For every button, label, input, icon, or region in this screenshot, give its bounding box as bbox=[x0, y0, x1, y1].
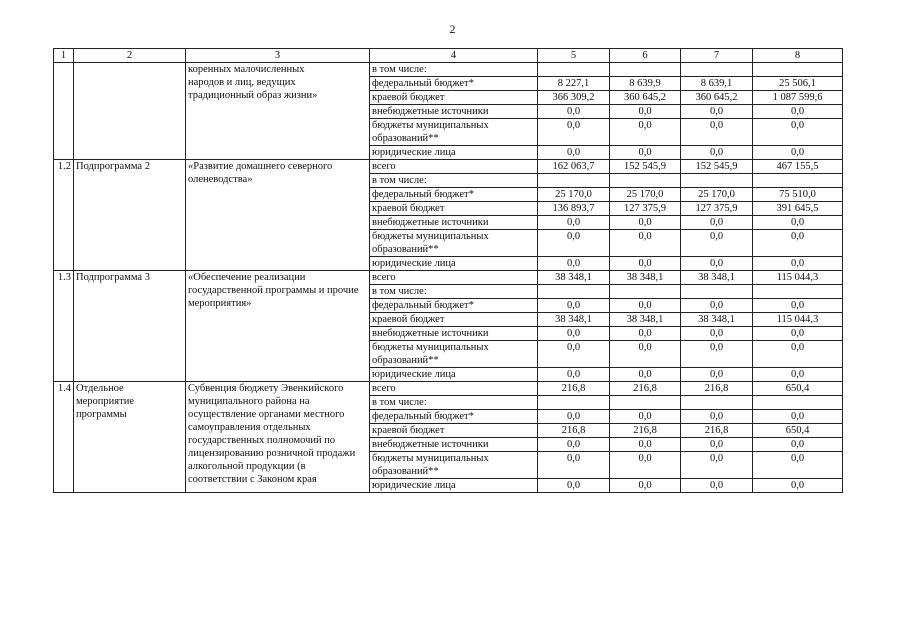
amount-cell bbox=[610, 285, 681, 299]
amount-cell: 0,0 bbox=[610, 368, 681, 382]
amount-cell bbox=[753, 396, 843, 410]
amount-cell: 0,0 bbox=[610, 341, 681, 368]
source-label: краевой бюджет bbox=[370, 202, 538, 216]
source-label: юридические лица bbox=[370, 146, 538, 160]
amount-cell: 0,0 bbox=[753, 410, 843, 424]
source-label: бюджеты муниципальных образований** bbox=[370, 230, 538, 257]
title-line: традиционный образ жизни» bbox=[188, 90, 318, 101]
header-row bbox=[54, 49, 843, 63]
header-cell: 2 bbox=[74, 49, 186, 63]
header-cell: 1 bbox=[54, 49, 74, 63]
amount-cell: 0,0 bbox=[753, 299, 843, 313]
amount-cell: 0,0 bbox=[681, 299, 753, 313]
amount-cell: 0,0 bbox=[610, 216, 681, 230]
amount-cell: 0,0 bbox=[538, 230, 610, 257]
amount-cell: 0,0 bbox=[610, 410, 681, 424]
amount-cell: 38 348,1 bbox=[681, 313, 753, 327]
program-status: Подпрограмма 2 bbox=[74, 160, 186, 271]
amount-cell: 0,0 bbox=[538, 299, 610, 313]
amount-cell: 25 170,0 bbox=[681, 188, 753, 202]
amount-cell: 0,0 bbox=[681, 341, 753, 368]
amount-cell: 0,0 bbox=[610, 479, 681, 493]
source-label: всего bbox=[370, 160, 538, 174]
source-label: бюджеты муниципальных образований** bbox=[370, 452, 538, 479]
amount-cell: 38 348,1 bbox=[610, 271, 681, 285]
program-title: «Обеспечение реализации государственной программы и прочие мероприятия» bbox=[186, 271, 370, 382]
header-cell: 7 bbox=[681, 49, 753, 63]
amount-cell: 0,0 bbox=[681, 230, 753, 257]
table-row bbox=[54, 382, 843, 396]
amount-cell: 0,0 bbox=[753, 327, 843, 341]
amount-cell: 216,8 bbox=[610, 424, 681, 438]
amount-cell: 0,0 bbox=[753, 216, 843, 230]
amount-cell: 162 063,7 bbox=[538, 160, 610, 174]
program-status: Отдельное мероприятие программы bbox=[74, 382, 186, 493]
source-label: всего bbox=[370, 382, 538, 396]
amount-cell: 0,0 bbox=[610, 230, 681, 257]
amount-cell: 216,8 bbox=[538, 382, 610, 396]
amount-cell bbox=[610, 174, 681, 188]
page-number: 2 bbox=[449, 22, 456, 36]
amount-cell: 38 348,1 bbox=[610, 313, 681, 327]
amount-cell bbox=[610, 63, 681, 77]
amount-cell bbox=[538, 174, 610, 188]
amount-cell: 25 170,0 bbox=[610, 188, 681, 202]
amount-cell: 0,0 bbox=[538, 341, 610, 368]
source-label: внебюджетные источники bbox=[370, 105, 538, 119]
amount-cell: 0,0 bbox=[610, 452, 681, 479]
amount-cell: 0,0 bbox=[538, 216, 610, 230]
amount-cell: 0,0 bbox=[538, 146, 610, 160]
amount-cell: 115 044,3 bbox=[753, 271, 843, 285]
source-label: внебюджетные источники bbox=[370, 216, 538, 230]
amount-cell: 8 639,9 bbox=[610, 77, 681, 91]
title-line: народов и лиц, ведущих bbox=[188, 77, 296, 88]
amount-cell: 127 375,9 bbox=[681, 202, 753, 216]
amount-cell: 0,0 bbox=[538, 410, 610, 424]
amount-cell: 0,0 bbox=[753, 479, 843, 493]
header-cell: 6 bbox=[610, 49, 681, 63]
row-number: 1.3 bbox=[54, 271, 74, 382]
source-label: федеральный бюджет* bbox=[370, 77, 538, 91]
source-label: краевой бюджет bbox=[370, 91, 538, 105]
amount-cell: 650,4 bbox=[753, 424, 843, 438]
amount-cell: 0,0 bbox=[681, 105, 753, 119]
budget-table bbox=[53, 48, 843, 493]
amount-cell: 0,0 bbox=[681, 368, 753, 382]
program-status bbox=[74, 63, 186, 160]
amount-cell: 0,0 bbox=[753, 146, 843, 160]
amount-cell bbox=[681, 396, 753, 410]
row-number bbox=[54, 63, 74, 160]
amount-cell: 127 375,9 bbox=[610, 202, 681, 216]
amount-cell: 0,0 bbox=[538, 257, 610, 271]
amount-cell: 0,0 bbox=[610, 105, 681, 119]
source-label: юридические лица bbox=[370, 479, 538, 493]
header-cell: 5 bbox=[538, 49, 610, 63]
amount-cell bbox=[753, 285, 843, 299]
source-label: внебюджетные источники bbox=[370, 438, 538, 452]
amount-cell: 0,0 bbox=[681, 410, 753, 424]
amount-cell: 25 506,1 bbox=[753, 77, 843, 91]
source-label: бюджеты муниципальных образований** bbox=[370, 119, 538, 146]
amount-cell: 152 545,9 bbox=[681, 160, 753, 174]
table-body bbox=[54, 49, 843, 493]
header-cell: 8 bbox=[753, 49, 843, 63]
amount-cell: 0,0 bbox=[538, 119, 610, 146]
amount-cell: 0,0 bbox=[610, 119, 681, 146]
amount-cell: 0,0 bbox=[753, 368, 843, 382]
amount-cell: 8 639,1 bbox=[681, 77, 753, 91]
amount-cell: 0,0 bbox=[538, 438, 610, 452]
amount-cell: 152 545,9 bbox=[610, 160, 681, 174]
table-row bbox=[54, 271, 843, 285]
amount-cell: 467 155,5 bbox=[753, 160, 843, 174]
amount-cell bbox=[681, 63, 753, 77]
source-label: краевой бюджет bbox=[370, 424, 538, 438]
amount-cell bbox=[538, 285, 610, 299]
amount-cell bbox=[681, 285, 753, 299]
table-row bbox=[54, 160, 843, 174]
header-cell: 3 bbox=[186, 49, 370, 63]
amount-cell: 38 348,1 bbox=[538, 271, 610, 285]
source-label: всего bbox=[370, 271, 538, 285]
amount-cell: 38 348,1 bbox=[681, 271, 753, 285]
amount-cell bbox=[753, 63, 843, 77]
amount-cell: 650,4 bbox=[753, 382, 843, 396]
source-label: внебюджетные источники bbox=[370, 327, 538, 341]
amount-cell bbox=[681, 174, 753, 188]
program-title: «Развитие домашнего северного оленеводства» bbox=[186, 160, 370, 271]
source-label: федеральный бюджет* bbox=[370, 188, 538, 202]
program-title: Субвенция бюджету Эвенкийского муниципального района на осуществление органами местного самоуправления отдельных государственных полномочий по лицензированию розничной продажи алкогольной продукции (в соответствии с Законом края bbox=[186, 382, 370, 493]
amount-cell: 0,0 bbox=[681, 216, 753, 230]
title-line: коренных малочисленных bbox=[188, 64, 305, 75]
source-label: в том числе: bbox=[370, 63, 538, 77]
amount-cell: 0,0 bbox=[681, 452, 753, 479]
table-row bbox=[54, 63, 843, 77]
amount-cell: 366 309,2 bbox=[538, 91, 610, 105]
amount-cell: 0,0 bbox=[753, 119, 843, 146]
amount-cell: 0,0 bbox=[753, 105, 843, 119]
source-label: в том числе: bbox=[370, 285, 538, 299]
amount-cell: 0,0 bbox=[753, 438, 843, 452]
amount-cell: 0,0 bbox=[681, 119, 753, 146]
amount-cell: 0,0 bbox=[610, 327, 681, 341]
amount-cell: 0,0 bbox=[681, 257, 753, 271]
amount-cell: 216,8 bbox=[681, 424, 753, 438]
amount-cell: 0,0 bbox=[610, 146, 681, 160]
amount-cell: 0,0 bbox=[753, 257, 843, 271]
program-title bbox=[186, 63, 370, 160]
amount-cell: 0,0 bbox=[538, 479, 610, 493]
amount-cell: 0,0 bbox=[538, 327, 610, 341]
row-number: 1.4 bbox=[54, 382, 74, 493]
amount-cell: 216,8 bbox=[538, 424, 610, 438]
source-label: бюджеты муниципальных образований** bbox=[370, 341, 538, 368]
amount-cell: 136 893,7 bbox=[538, 202, 610, 216]
amount-cell bbox=[610, 396, 681, 410]
amount-cell bbox=[538, 63, 610, 77]
program-status: Подпрограмма 3 bbox=[74, 271, 186, 382]
amount-cell: 0,0 bbox=[610, 438, 681, 452]
amount-cell: 0,0 bbox=[538, 452, 610, 479]
amount-cell: 0,0 bbox=[681, 479, 753, 493]
amount-cell: 216,8 bbox=[681, 382, 753, 396]
source-label: в том числе: bbox=[370, 174, 538, 188]
amount-cell: 360 645,2 bbox=[610, 91, 681, 105]
amount-cell: 38 348,1 bbox=[538, 313, 610, 327]
source-label: юридические лица bbox=[370, 257, 538, 271]
amount-cell: 0,0 bbox=[538, 368, 610, 382]
amount-cell: 0,0 bbox=[753, 452, 843, 479]
amount-cell bbox=[538, 396, 610, 410]
amount-cell: 0,0 bbox=[681, 327, 753, 341]
amount-cell: 0,0 bbox=[681, 146, 753, 160]
source-label: юридические лица bbox=[370, 368, 538, 382]
source-label: в том числе: bbox=[370, 396, 538, 410]
header-cell: 4 bbox=[370, 49, 538, 63]
source-label: федеральный бюджет* bbox=[370, 299, 538, 313]
amount-cell: 8 227,1 bbox=[538, 77, 610, 91]
source-label: федеральный бюджет* bbox=[370, 410, 538, 424]
amount-cell: 0,0 bbox=[610, 299, 681, 313]
amount-cell: 0,0 bbox=[681, 438, 753, 452]
amount-cell: 0,0 bbox=[538, 105, 610, 119]
source-label: краевой бюджет bbox=[370, 313, 538, 327]
amount-cell bbox=[753, 174, 843, 188]
row-number: 1.2 bbox=[54, 160, 74, 271]
amount-cell: 0,0 bbox=[610, 257, 681, 271]
amount-cell: 391 645,5 bbox=[753, 202, 843, 216]
amount-cell: 1 087 599,6 bbox=[753, 91, 843, 105]
amount-cell: 115 044,3 bbox=[753, 313, 843, 327]
amount-cell: 0,0 bbox=[753, 341, 843, 368]
amount-cell: 0,0 bbox=[753, 230, 843, 257]
amount-cell: 360 645,2 bbox=[681, 91, 753, 105]
amount-cell: 25 170,0 bbox=[538, 188, 610, 202]
amount-cell: 75 510,0 bbox=[753, 188, 843, 202]
amount-cell: 216,8 bbox=[610, 382, 681, 396]
